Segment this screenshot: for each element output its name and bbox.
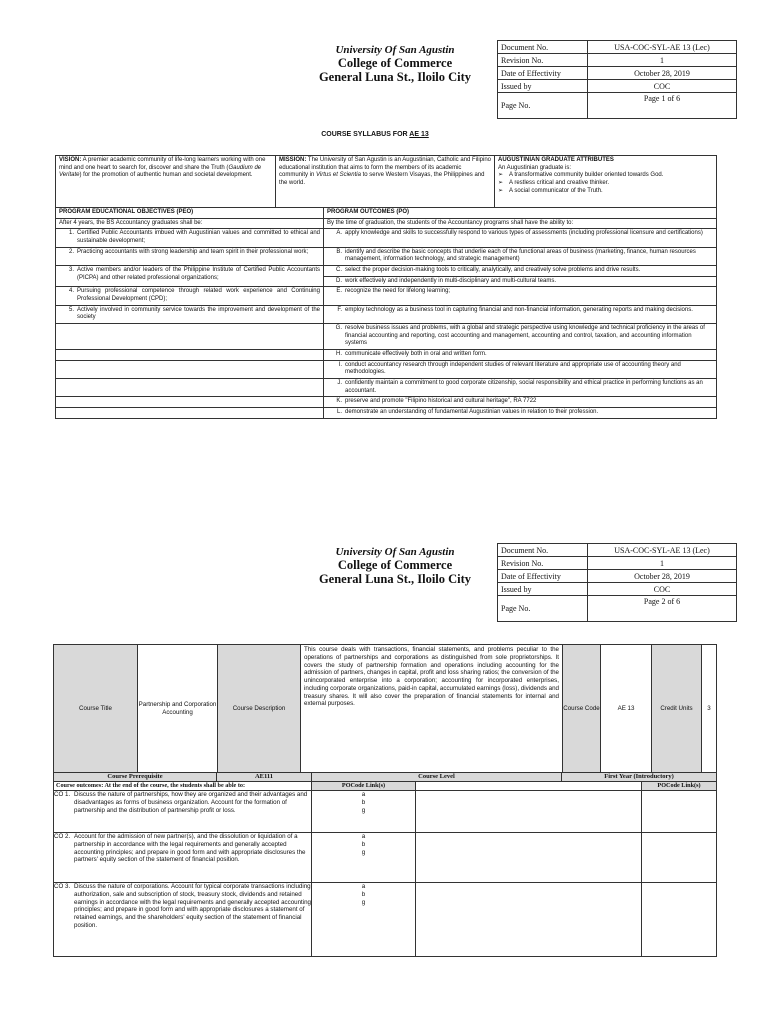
peo-empty-cell — [56, 408, 324, 419]
doc-value: USA-COC-SYL-AE 13 (Lec) — [588, 544, 737, 557]
po-links: a b g — [312, 791, 416, 833]
page2-header — [300, 546, 490, 586]
credit-units-label: Credit Units — [652, 645, 702, 773]
doc-value: October 28, 2019 — [588, 570, 737, 583]
doc-info-table-page1 — [497, 40, 737, 119]
peo-item: 4. Pursuing professional competence through related work experience and Continuing Professional Development (CPD); — [56, 287, 324, 305]
college-name: College of Commerce — [337, 558, 453, 573]
doc-label: Page No. — [498, 93, 588, 119]
pocode-header-right: POCode Link(s) — [642, 782, 717, 791]
doc-value: 1 — [588, 557, 737, 570]
course-title-label: Course Title — [54, 645, 138, 773]
po-item: A. apply knowledge and skills to successfully respond to various types of assessments (including professional licensure and certifications) — [324, 229, 717, 247]
mission-text-a: The University of San Agustin is an Augustinian, Catholic and Filipino educational institution that aims to form the members of its academic community in — [279, 157, 492, 179]
doc-value: Page 2 of 6 — [588, 596, 737, 622]
po-item: E. recognize the need for lifelong learning; — [324, 287, 717, 305]
course-description-text: This course deals with transactions, financial statements, and problems peculiar to the operations of partnerships and corporations as distinguished from sole proprietorships. It covers the study of partnership formation and operations including accounting for the admission of partners, changes in capital, profit and loss sharing ratios; the conversion of the unincorporated enterprise into a corporation; accounting for incorporated enterprises, including corporate organizations, paid-in capital, accumulated earnings (loss), dividends and treasury shares. It will also cover the preparation of financial statements for internal and external purposes. — [301, 645, 563, 773]
vision-label: VISION: — [59, 157, 82, 163]
mission-text-b: to serve Western Visayas, the Philippines and the world. — [279, 172, 485, 187]
outcomes-header: Course outcomes: At the end of the course, the students shall be able to: — [54, 782, 312, 791]
outcomes-empty-header — [416, 782, 642, 791]
doc-label: Revision No. — [498, 557, 588, 570]
credit-units-value: 3 — [702, 645, 717, 773]
doc-label: Document No. — [498, 544, 588, 557]
doc-label: Document No. — [498, 41, 588, 54]
syllabus-title — [250, 131, 500, 138]
course-title-value: Partnership and Corporation Accounting — [138, 645, 218, 773]
po-item: B. identify and describe the basic concepts that underlie each of the functional areas of business (marketing, finance, human resources management, information technology, and strategic management) — [324, 247, 717, 265]
outcome-empty-cell — [642, 833, 717, 883]
course-description-label: Course Description — [218, 645, 301, 773]
university-name: University Of San Agustin — [335, 44, 455, 56]
attributes-cell — [495, 156, 717, 208]
po-links: a b g — [312, 833, 416, 883]
course-outcome-row: CO 2. Account for the admission of new partner(s), and the dissolution or liquidation of a partnership in accordance with the legal requirements and generally accepted accounting principles; and prepare in good form and with appropriate disclosures the partners' equity section of the statement of financial position. — [54, 833, 312, 883]
course-code-label: Course Code — [563, 645, 601, 773]
university-name: University Of San Agustin — [335, 546, 455, 558]
attributes-title: AUGUSTINIAN GRADUATE ATTRIBUTES — [498, 157, 614, 163]
outcome-empty-cell — [416, 883, 642, 957]
mission-cell — [276, 156, 495, 208]
outcome-empty-cell — [416, 833, 642, 883]
doc-label: Date of Effectivity — [498, 570, 588, 583]
bullet-arrow-icon: ➢ — [498, 187, 504, 194]
peo-empty-cell — [56, 397, 324, 408]
po-links: a b g — [312, 883, 416, 957]
vision-text-b: ) for the promotion of authentic human and societal development. — [79, 172, 253, 179]
outcome-empty-cell — [642, 791, 717, 833]
course-outcome-row: CO 3. Discuss the nature of corporations. Account for typical corporate transactions including authorization, sale and subscription of stock, treasury stock, dividends and retained earnings in accordance with the legal requirements and generally accepted accounting principles; and prepare in good form and with appropriate disclosures a statement of retained earnings, and the shareholders' equity section of the statement of financial position. — [54, 883, 312, 957]
doc-value: Page 1 of 6 — [588, 93, 737, 119]
peo-empty-cell — [56, 379, 324, 397]
course-outcome-row: CO 1. Discuss the nature of partnerships, how they are organized and their advantages and disadvantages as forms of business organization. Account for the formation of partnership and the distribution of partnership profit or loss. — [54, 791, 312, 833]
doc-info-table-page2 — [497, 543, 737, 622]
peo-item: 2. Practicing accountants with strong leadership and team spirit in their professional work; — [56, 247, 324, 265]
peo-item: 5. Actively involved in community service towards the improvement and development of the society — [56, 305, 324, 323]
pocode-header: POCode Link(s) — [312, 782, 416, 791]
po-item: H. communicate effectively both in oral and written form. — [324, 350, 717, 361]
peo-empty-cell — [56, 324, 324, 350]
peo-item: 3. Active members and/or leaders of the Philippine Institute of Certified Public Accountants (PICPA) and other related professional organizations; — [56, 266, 324, 287]
peo-intro: After 4 years, the BS Accountancy graduates shall be: — [56, 218, 324, 229]
doc-label: Date of Effectivity — [498, 67, 588, 80]
po-item: K. preserve and promote "Filipino historical and cultural heritage", RA 7722 — [324, 397, 717, 408]
page1-header — [300, 44, 490, 84]
bullet-arrow-icon: ➢ — [498, 172, 504, 179]
college-address: General Luna St., Iloilo City — [318, 70, 472, 85]
po-item: F. employ technology as a business tool in capturing financial and non-financial information, generating reports and making decisions. — [324, 305, 717, 323]
course-level-label: Course Level — [312, 773, 562, 782]
course-code-value: AE 13 — [601, 645, 652, 773]
attribute-item: ➢ A restless critical and creative thinker. — [498, 180, 610, 187]
doc-value: October 28, 2019 — [588, 67, 737, 80]
course-level-value: First Year (Introductory) — [562, 773, 717, 782]
peo-empty-cell — [56, 350, 324, 361]
po-item: I. conduct accountancy research through independent studies of relevant literature and appropriate use of accounting theory and methodologies. — [324, 360, 717, 378]
mission-italic: Virtus et Scientia — [316, 172, 361, 179]
attribute-item: ➢ A social communicator of the Truth. — [498, 187, 603, 194]
po-item: J. confidently maintain a commitment to good corporate citizenship, social responsibility and ethical practice in performing functions as an accountant. — [324, 379, 717, 397]
doc-label: Revision No. — [498, 54, 588, 67]
po-intro: By the time of graduation, the students of the Accountancy programs shall have the ability to: — [324, 218, 717, 229]
peo-title: PROGRAM EDUCATIONAL OBJECTIVES (PEO) — [56, 208, 324, 219]
po-item: G. resolve business issues and problems, with a global and strategic perspective using knowledge and technical proficiency in the areas of financial accounting and reporting, cost accounting and management, accounting and control, taxation, and accounting information systems — [324, 324, 717, 350]
peo-item: 1. Certified Public Accountants imbued with Augustinian values and committed to ethical and sustainable development; — [56, 229, 324, 247]
vision-mission-table — [55, 155, 717, 419]
doc-label: Issued by — [498, 583, 588, 596]
syllabus-title-prefix: COURSE SYLLABUS FOR — [321, 131, 410, 138]
po-title: PROGRAM OUTCOMES (PO) — [324, 208, 717, 219]
doc-value: USA-COC-SYL-AE 13 (Lec) — [588, 41, 737, 54]
po-item: L. demonstrate an understanding of fundamental Augustinian values in relation to their profession. — [324, 408, 717, 419]
vision-italic: Gaudium de Veritate — [59, 164, 262, 179]
po-item: C. select the proper decision-making tools to critically, analytically, and creatively solve problems and drive results. — [324, 266, 717, 277]
college-address: General Luna St., Iloilo City — [318, 572, 472, 587]
vision-cell — [56, 156, 276, 208]
doc-label: Issued by — [498, 80, 588, 93]
syllabus-title-code: AE 13 — [409, 131, 429, 138]
mission-label: MISSION: — [279, 157, 307, 163]
outcome-empty-cell — [416, 791, 642, 833]
po-item: D. work effectively and independently in multi-disciplinary and multi-cultural teams. — [324, 276, 717, 287]
doc-label: Page No. — [498, 596, 588, 622]
prereq-value: AE111 — [217, 773, 312, 782]
prereq-label: Course Prerequisite — [54, 773, 217, 782]
doc-value: 1 — [588, 54, 737, 67]
attributes-intro: An Augustinian graduate is: — [498, 164, 572, 171]
outcome-empty-cell — [642, 883, 717, 957]
peo-empty-cell — [56, 360, 324, 378]
bullet-arrow-icon: ➢ — [498, 180, 504, 187]
vision-text-a: A premier academic community of life-long learners working with one mind and one heart to search for, discover and share the Truth ( — [59, 157, 266, 171]
college-name: College of Commerce — [337, 56, 453, 71]
doc-value: COC — [588, 583, 737, 596]
course-info-table — [53, 644, 717, 957]
peo-po-table — [55, 207, 717, 419]
doc-value: COC — [588, 80, 737, 93]
attribute-item: ➢ A transformative community builder oriented towards God. — [498, 172, 664, 179]
